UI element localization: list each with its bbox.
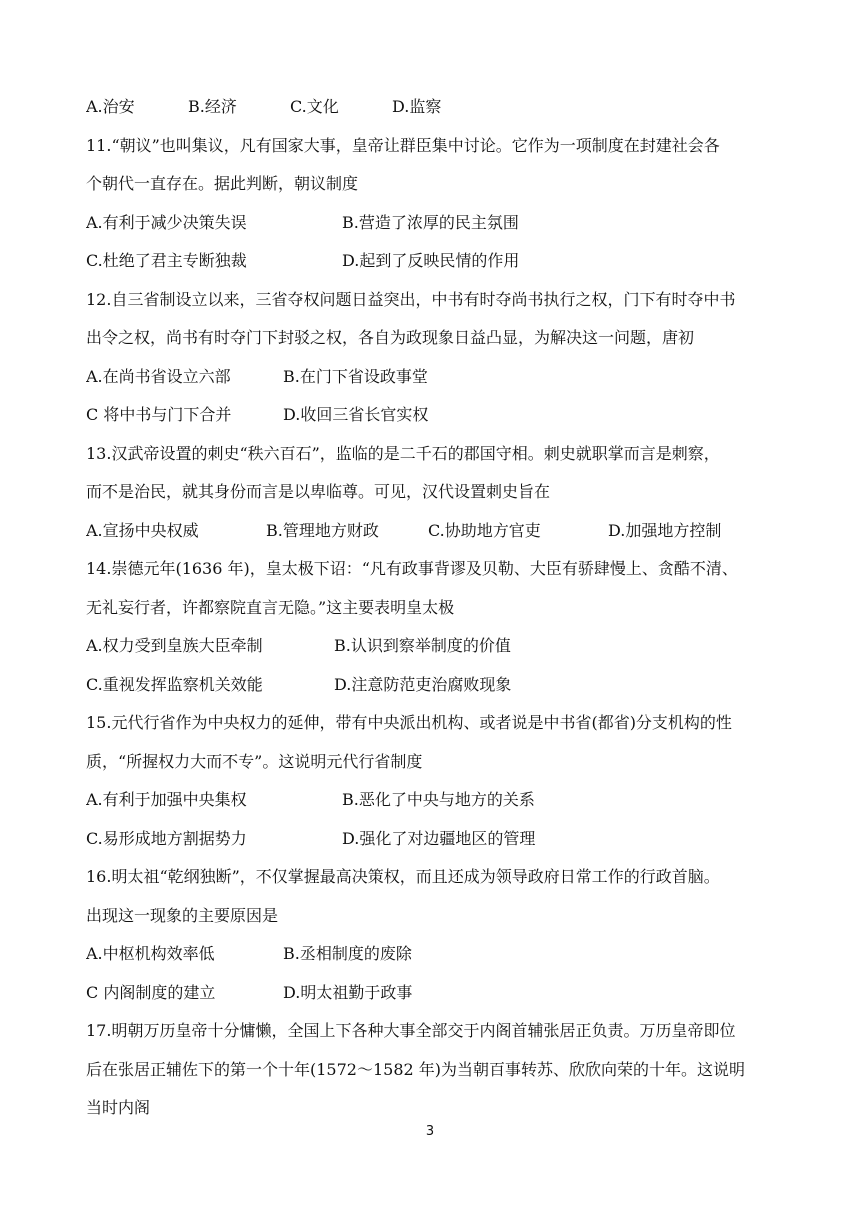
q14-option-c: C.重视发挥监察机关效能 xyxy=(86,674,263,694)
q16-stem-line-1: 16.明太祖“乾纲独断”，不仅掌握最高决策权，而且还成为领导政府日常工作的行政首脑。 xyxy=(86,867,720,886)
q11-option-b: B.营造了浓厚的民主氛围 xyxy=(342,212,519,232)
q10-option-d: D.监察 xyxy=(392,97,442,116)
q10-option-a: A.治安 xyxy=(86,97,135,116)
q14-stem-line-1: 14.崇德元年(1636 年)，皇太极下诏：“凡有政事背谬及贝勒、大臣有骄肆慢上、贪酷不清、 xyxy=(86,559,738,578)
q16-options-row-2 xyxy=(86,974,776,1013)
q13-option-a: A.宣扬中央权威 xyxy=(86,520,199,540)
q11-option-d: D.起到了反映民情的作用 xyxy=(342,251,520,270)
q16-option-a: A.中枢机构效率低 xyxy=(86,944,215,963)
q14-options-row-2 xyxy=(86,666,776,705)
q12-options-row-1 xyxy=(86,358,776,397)
q14-options-row-1 xyxy=(86,627,776,666)
q15-stem-line-2: 质，“所握权力大而不专”。这说明元代行省制度 xyxy=(86,751,423,771)
q13-stem-line-2: 而不是治民，就其身份而言是以卑临尊。可见，汉代设置刺史旨在 xyxy=(86,482,551,501)
q10-option-b: B.经济 xyxy=(188,97,237,116)
q16-options-row-1 xyxy=(86,935,776,974)
exam-page xyxy=(86,88,776,1128)
q12-option-c: C 将中书与门下合并 xyxy=(86,405,232,424)
q16-option-b: B.丞相制度的废除 xyxy=(283,944,412,963)
q15-option-a: A.有利于加强中央集权 xyxy=(86,790,247,809)
q15-option-b: B.恶化了中央与地方的关系 xyxy=(342,790,535,809)
q15-stem-line-1: 15.元代行省作为中央权力的延伸，带有中央派出机构、或者说是中书省(都省)分支机构的性 xyxy=(86,713,732,732)
q14-stem-line-2: 无礼妄行者，许都察院直言无隐。”这主要表明皇太极 xyxy=(86,597,455,617)
q12-stem-line-1: 12.自三省制设立以来，三省夺权问题日益突出，中书有时夺尚书执行之权，门下有时夺中书 xyxy=(86,289,736,309)
q17-stem-line-2: 后在张居正辅佐下的第一个十年(1572～1582 年)为当朝百事转苏、欣欣向荣的十年。这说明 xyxy=(86,1059,746,1079)
q12-stem-line-2: 出令之权，尚书有时夺门下封驳之权，各自为政现象日益凸显，为解决这一问题，唐初 xyxy=(86,328,695,347)
q14-option-b: B.认识到察举制度的价值 xyxy=(334,636,511,655)
q13-options xyxy=(86,512,776,551)
q17-stem-line-3: 当时内阁 xyxy=(86,1098,151,1117)
q12-option-d: D.收回三省长官实权 xyxy=(283,405,429,424)
q13-option-d: D.加强地方控制 xyxy=(608,520,722,540)
q10-option-c: C.文化 xyxy=(290,97,339,116)
q11-stem-line-1: 11.“朝议”也叫集议，凡有国家大事，皇帝让群臣集中讨论。它作为一项制度在封建社会各 xyxy=(86,135,720,155)
q13-option-c: C.协助地方官吏 xyxy=(428,520,541,540)
q16-stem-line-2: 出现这一现象的主要原因是 xyxy=(86,905,279,925)
q11-options-row-1 xyxy=(86,204,776,243)
q12-option-a: A.在尚书省设立六部 xyxy=(86,366,231,386)
q15-option-d: D.强化了对边疆地区的管理 xyxy=(342,828,536,848)
q13-option-b: B.管理地方财政 xyxy=(266,520,379,540)
q10-options xyxy=(86,88,776,127)
q12-options-row-2 xyxy=(86,396,776,435)
q11-stem-line-2: 个朝代一直存在。据此判断，朝议制度 xyxy=(86,174,359,193)
q15-options-row-2 xyxy=(86,820,776,859)
q16-option-c: C 内阁制度的建立 xyxy=(86,982,216,1002)
q14-option-d: D.注意防范吏治腐败现象 xyxy=(334,674,512,694)
page-number: 3 xyxy=(425,1124,435,1139)
q15-option-c: C.易形成地方割据势力 xyxy=(86,828,247,848)
q14-option-a: A.权力受到皇族大臣牵制 xyxy=(86,636,263,655)
q17-stem-line-1: 17.明朝万历皇帝十分慵懒，全国上下各种大事全部交于内阁首辅张居正负责。万历皇帝即位 xyxy=(86,1021,736,1040)
q11-options-row-2 xyxy=(86,242,776,281)
q12-option-b: B.在门下省设政事堂 xyxy=(283,366,428,386)
q16-option-d: D.明太祖勤于政事 xyxy=(283,982,413,1002)
q13-stem-line-1: 13.汉武帝设置的刺史“秩六百石”，监临的是二千石的郡国守相。刺史就职掌而言是刺察， xyxy=(86,443,720,463)
q11-option-c: C.杜绝了君主专断独裁 xyxy=(86,251,247,270)
q15-options-row-1 xyxy=(86,781,776,820)
q11-option-a: A.有利于减少决策失误 xyxy=(86,212,247,232)
